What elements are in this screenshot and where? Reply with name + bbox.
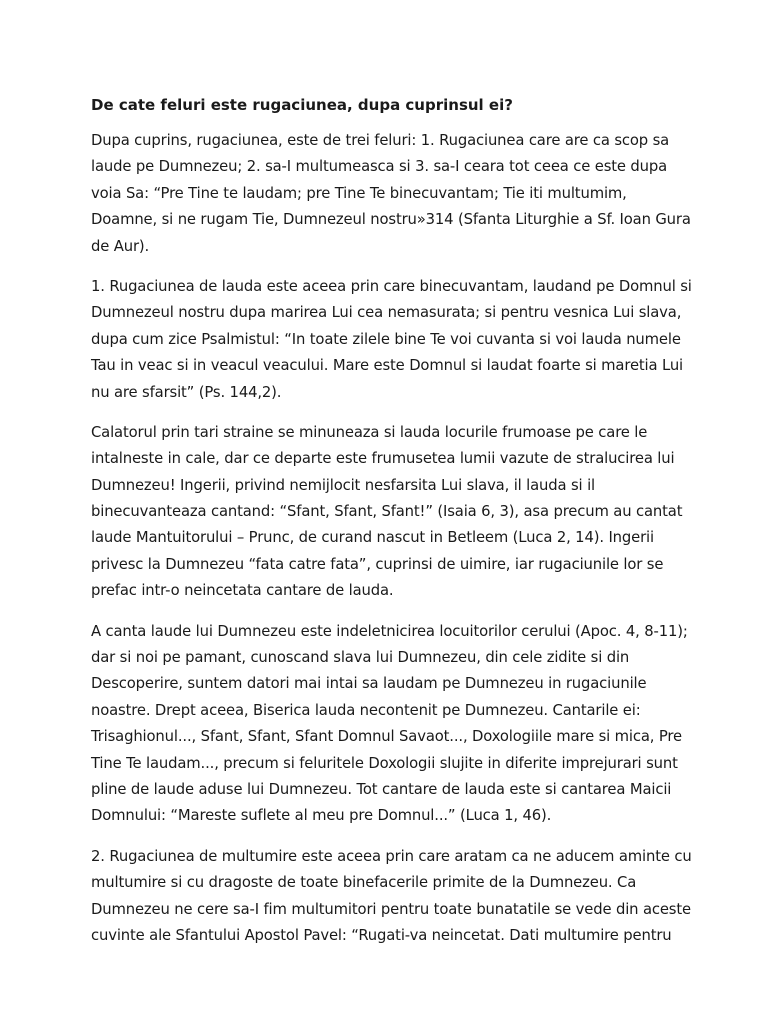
paragraph — [91, 420, 681, 605]
text-line: Tine Te laudam..., precum si feluritele Doxologii slujite in diferite imprejurari sunt — [91, 754, 678, 772]
text-line: prefac intr-o neincetata cantare de lauda. — [91, 582, 394, 600]
text-line: Dumnezeul nostru dupa marirea Lui cea nemasurata; si pentru vesnica Lui slava, — [91, 304, 682, 322]
text-line: 2. Rugaciunea de multumire este aceea prin care aratam ca ne aducem aminte cu — [91, 847, 692, 865]
text-line: Trisaghionul..., Sfant, Sfant, Sfant Domnul Savaot..., Doxologiile mare si mica, Pre — [91, 728, 682, 746]
text-line: multumire si cu dragoste de toate binefacerile primite de la Dumnezeu. Ca — [91, 874, 637, 892]
text-line: dar si noi pe pamant, cunoscand slava lui Dumnezeu, din cele zidite si din — [91, 649, 630, 667]
text-line: Dumnezeu! Ingerii, privind nemijlocit nesfarsita Lui slava, il lauda si il — [91, 476, 595, 494]
document-body — [91, 92, 692, 963]
text-line: Calatorul prin tari straine se minuneaza si lauda locurile frumoase pe care le — [91, 423, 648, 441]
text-line: Domnului: “Mareste suflete al meu pre Domnul...” (Luca 1, 46). — [91, 807, 552, 825]
text-line: privesc la Dumnezeu “fata catre fata”, cuprinsi de uimire, iar rugaciunile lor se — [91, 555, 664, 573]
paragraph — [91, 128, 691, 260]
text-line: laude Mantuitorului – Prunc, de curand nascut in Betleem (Luca 2, 14). Ingerii — [91, 529, 654, 547]
text-line: noastre. Drept aceea, Biserica lauda necontenit pe Dumnezeu. Cantarile ei: — [91, 701, 641, 719]
document-heading: De cate feluri este rugaciunea, dupa cuprinsul ei? — [91, 96, 513, 114]
text-line: Descoperire, suntem datori mai intai sa laudam pe Dumnezeu in rugaciunile — [91, 675, 647, 693]
paragraph — [91, 274, 692, 406]
text-line: 1. Rugaciunea de lauda este aceea prin care binecuvantam, laudand pe Domnul si — [91, 277, 692, 295]
paragraph-list — [91, 128, 692, 949]
text-line: cuvinte ale Sfantului Apostol Pavel: “Rugati-va neincetat. Dati multumire pentru — [91, 926, 672, 944]
text-line: voia Sa: “Pre Tine te laudam; pre Tine Te binecuvantam; Tie iti multumim, — [91, 184, 627, 202]
text-line: intalneste in cale, dar ce departe este frumusetea lumii vazute de stralucirea lui — [91, 450, 675, 468]
text-line: binecuvanteaza cantand: “Sfant, Sfant, Sfant!” (Isaia 6, 3), asa precum au cantat — [91, 503, 683, 521]
text-line: pline de laude aduse lui Dumnezeu. Tot cantare de lauda este si cantarea Maicii — [91, 780, 672, 798]
paragraph — [91, 844, 692, 950]
text-line: nu are sfarsit” (Ps. 144,2). — [91, 383, 282, 401]
text-line: laude pe Dumnezeu; 2. sa-I multumeasca si 3. sa-I ceara tot ceea ce este dupa — [91, 158, 668, 176]
text-line: Doamne, si ne rugam Tie, Dumnezeul nostru»314 (Sfanta Liturghie a Sf. Ioan Gura — [91, 211, 691, 229]
text-line: Dumnezeu ne cere sa-I fim multumitori pentru toate bunatatile se vede din aceste — [91, 900, 691, 918]
paragraph — [91, 619, 688, 830]
text-line: dupa cum zice Psalmistul: “In toate zilele bine Te voi cuvanta si voi lauda numele — [91, 330, 681, 348]
text-line: A canta laude lui Dumnezeu este indeletnicirea locuitorilor cerului (Apoc. 4, 8-11); — [91, 622, 688, 640]
text-line: Tau in veac si in veacul veacului. Mare este Domnul si laudat foarte si maretia Lui — [91, 357, 684, 375]
text-line: de Aur). — [91, 237, 150, 255]
text-line: Dupa cuprins, rugaciunea, este de trei feluri: 1. Rugaciunea care are ca scop sa — [91, 132, 670, 149]
